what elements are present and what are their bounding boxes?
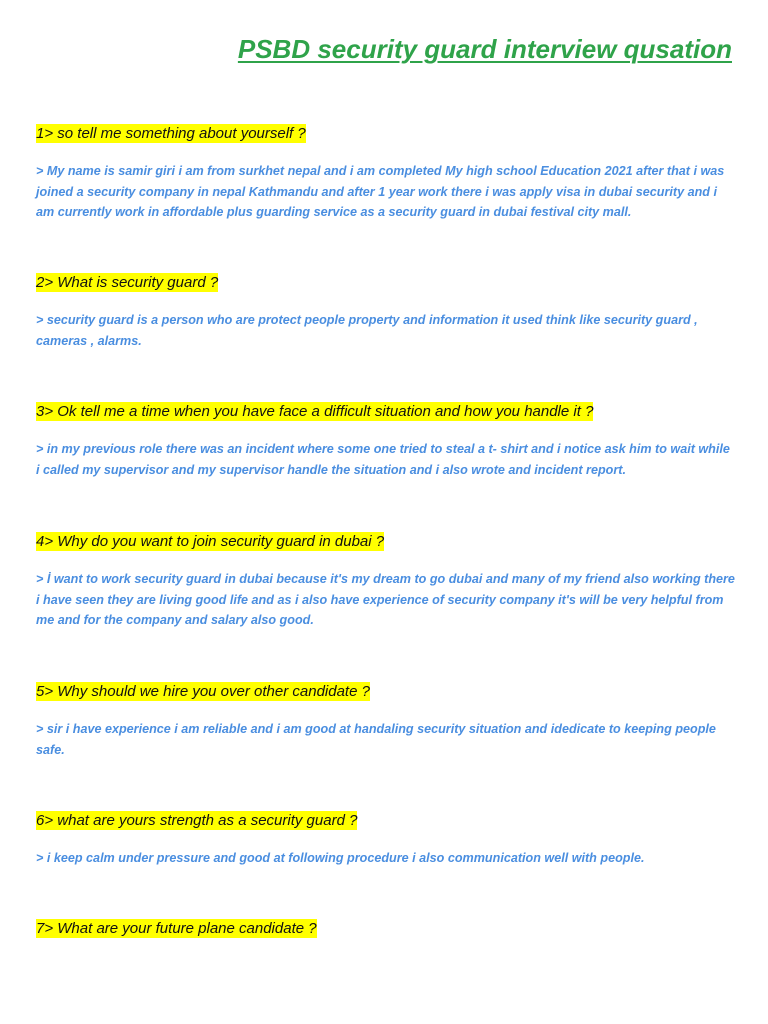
answer-6: > i keep calm under pressure and good at following procedure i also communication well with people. [36, 851, 645, 865]
qa-item-5 [36, 682, 736, 760]
qa-item-7 [36, 919, 736, 939]
qa-item-6 [36, 811, 736, 869]
question-4: 4> Why do you want to join security guard in dubai ? [36, 533, 385, 550]
qa-item-1 [36, 124, 736, 223]
question-7: 7> What are your future plane candidate ? [36, 920, 317, 937]
question-3: 3> Ok tell me a time when you have face a difficult situation and how you handle it ? [36, 403, 594, 420]
answer-3: > in my previous role there was an incident where some one tried to steal a t- shirt and i notice ask him to wait while i called my supervisor and my supervisor handle the situation and i also wrote and incident report. [36, 442, 730, 477]
answer-1: > My name is samir giri i am from surkhet nepal and i am completed My high school Education 2021 after that i was joined a security company in nepal Kathmandu and after 1 year work there i was apply visa in dubai security and i am currently work in affordable plus guarding service as a security guard in dubai festival city mall. [36, 164, 725, 219]
question-1: 1> so tell me something about yourself ? [36, 125, 306, 142]
document-title: PSBD security guard interview qusation [237, 34, 732, 64]
answer-2: > security guard is a person who are protect people property and information it used think like security guard , cameras , alarms. [36, 313, 698, 348]
qa-item-2 [36, 273, 736, 351]
answer-5: > sir i have experience i am reliable and i am good at handaling security situation and idedicate to keeping people safe. [36, 722, 716, 757]
qa-item-3 [36, 402, 736, 480]
qa-item-4 [36, 532, 736, 631]
question-2: 2> What is security guard ? [36, 274, 219, 291]
question-5: 5> Why should we hire you over other candidate ? [36, 683, 370, 700]
question-6: 6> what are yours strength as a security guard ? [36, 812, 358, 829]
answer-4: > İ want to work security guard in dubai because it's my dream to go dubai and many of my friend also working there i have seen they are living good life and as i also have experience of security company it's will be very helpful from me and for the company and salary also good. [36, 572, 735, 627]
